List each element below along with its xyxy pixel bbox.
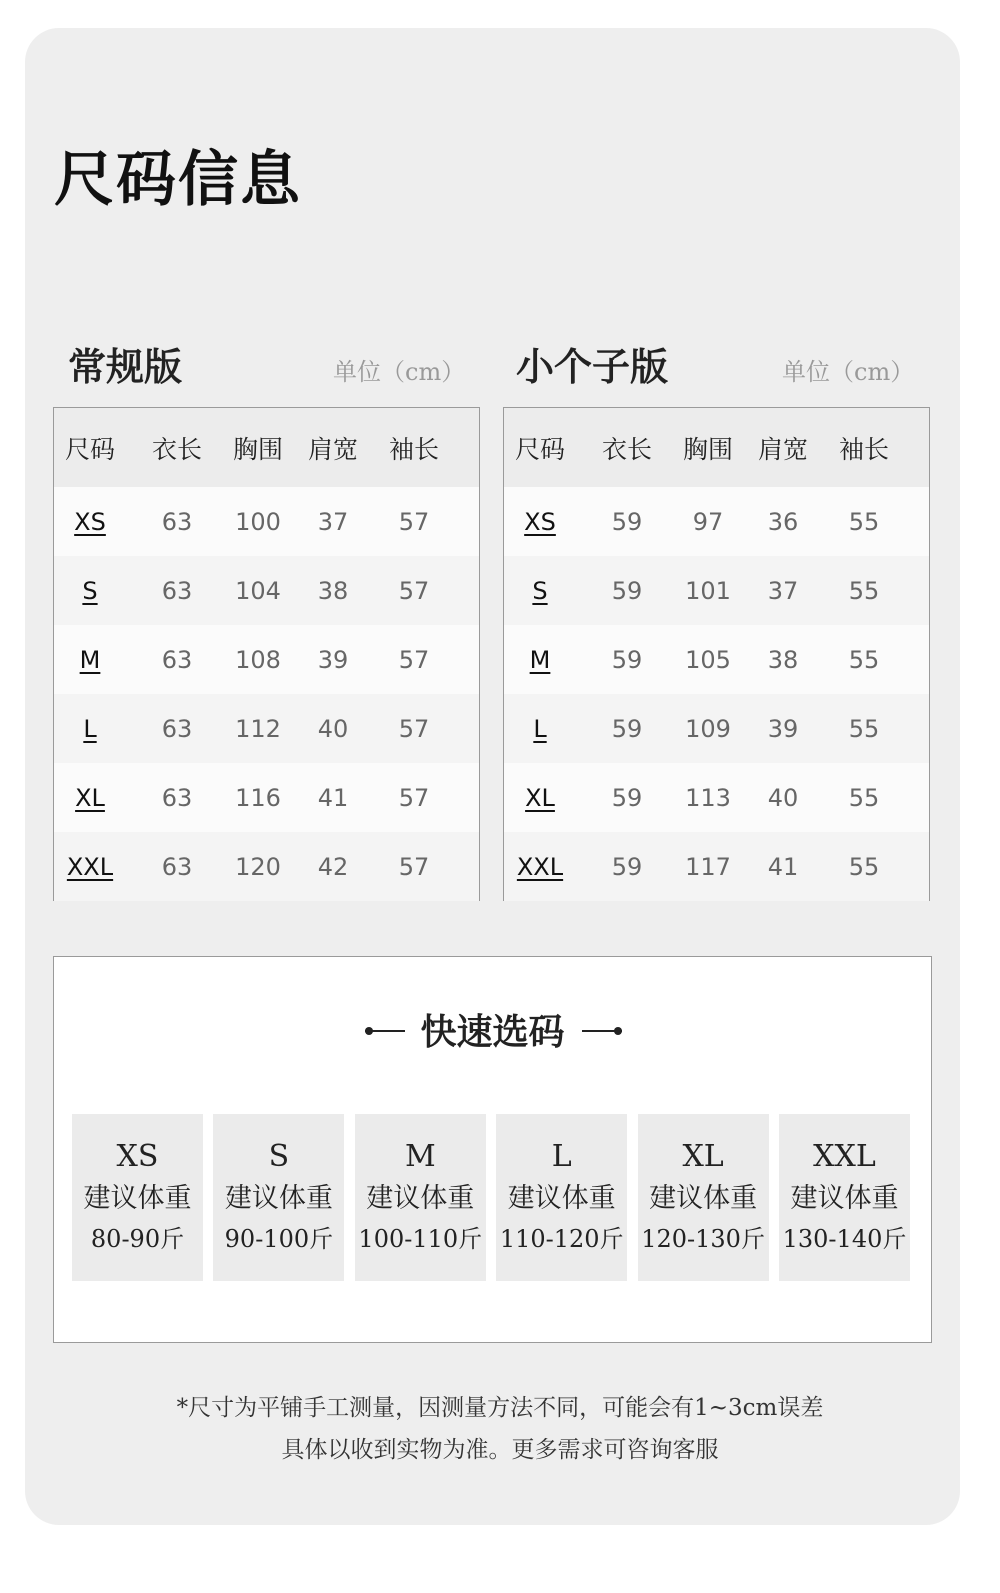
quick-size-label: L — [551, 1139, 572, 1174]
table-cell: 39 — [767, 714, 799, 743]
header-cell: 袖长 — [838, 434, 889, 464]
table-cell: 42 — [317, 852, 349, 881]
quick-size-label: S — [268, 1139, 290, 1174]
size-link[interactable]: S — [82, 576, 98, 605]
table-cell: 36 — [767, 507, 799, 536]
table-cell: 108 — [235, 645, 281, 674]
size-link[interactable]: XL — [75, 783, 105, 812]
table-cell: 57 — [398, 783, 430, 812]
header-cell: 胸围 — [232, 434, 283, 464]
quick-weight-range: 130-140斤 — [782, 1225, 907, 1253]
table-row — [504, 763, 929, 832]
quick-size-option[interactable] — [638, 1114, 769, 1281]
table-cell: 112 — [235, 714, 281, 743]
table-cell: 63 — [161, 852, 193, 881]
quick-weight-range: 100-110斤 — [358, 1225, 483, 1253]
table-row — [54, 832, 479, 901]
table-row — [504, 487, 929, 556]
size-link[interactable]: M — [529, 645, 551, 674]
table-row — [504, 556, 929, 625]
table-cell: 59 — [611, 576, 643, 605]
table-cell: 63 — [161, 576, 193, 605]
header-cell: 袖长 — [388, 434, 439, 464]
header-cell: 肩宽 — [307, 434, 358, 464]
regular-title: 常规版 — [68, 344, 183, 389]
quick-size-panel — [53, 956, 932, 1343]
size-link[interactable]: XS — [524, 507, 556, 536]
table-row — [504, 625, 929, 694]
table-cell: 100 — [235, 507, 281, 536]
header-cell: 尺码 — [514, 434, 565, 464]
quick-size-label: XL — [682, 1139, 724, 1174]
header-cell: 衣长 — [601, 434, 652, 464]
size-link[interactable]: XS — [74, 507, 106, 536]
table-cell: 55 — [848, 852, 880, 881]
table-cell: 57 — [398, 714, 430, 743]
quick-weight-label: 建议体重 — [507, 1183, 616, 1214]
table-cell: 57 — [398, 507, 430, 536]
table-cell: 39 — [317, 645, 349, 674]
table-cell: 120 — [235, 852, 281, 881]
table-cell: 117 — [685, 852, 731, 881]
header-cell: 肩宽 — [757, 434, 808, 464]
table-cell: 63 — [161, 645, 193, 674]
size-link[interactable]: XXL — [66, 852, 114, 881]
table-cell: 37 — [317, 507, 349, 536]
quick-weight-label: 建议体重 — [83, 1183, 192, 1214]
table-cell: 63 — [161, 714, 193, 743]
note-line-1: *尺寸为平铺手工测量，因测量方法不同，可能会有1~3cm误差 — [176, 1395, 824, 1421]
table-cell: 38 — [767, 645, 799, 674]
petite-title: 小个子版 — [516, 344, 669, 389]
quick-weight-label: 建议体重 — [224, 1183, 333, 1214]
table-cell: 59 — [611, 714, 643, 743]
table-cell: 63 — [161, 783, 193, 812]
table-row — [504, 694, 929, 763]
quick-weight-range: 90-100斤 — [224, 1225, 334, 1253]
quick-size-option[interactable] — [496, 1114, 627, 1281]
regular-size-table — [53, 407, 480, 901]
table-cell: 41 — [317, 783, 349, 812]
table-cell: 55 — [848, 714, 880, 743]
table-row — [54, 556, 479, 625]
table-cell: 41 — [767, 852, 799, 881]
quick-size-label: M — [404, 1139, 436, 1174]
quick-size-option[interactable] — [213, 1114, 344, 1281]
table-cell: 109 — [685, 714, 731, 743]
table-cell: 40 — [317, 714, 349, 743]
size-link[interactable]: XXL — [516, 852, 564, 881]
quick-size-label: XS — [116, 1139, 159, 1174]
table-cell: 104 — [235, 576, 281, 605]
table-cell: 55 — [848, 576, 880, 605]
table-row — [54, 763, 479, 832]
table-cell: 63 — [161, 507, 193, 536]
quick-weight-range: 110-120斤 — [499, 1225, 624, 1253]
quick-size-label: XXL — [813, 1139, 876, 1174]
note-line-2: 具体以收到实物为准。更多需求可咨询客服 — [281, 1437, 719, 1463]
quick-size-option[interactable] — [72, 1114, 203, 1281]
table-row — [54, 694, 479, 763]
petite-unit: 单位（cm） — [782, 358, 915, 386]
quick-weight-range: 80-90斤 — [90, 1225, 185, 1253]
table-cell: 57 — [398, 645, 430, 674]
deco-dot-right — [614, 1027, 622, 1035]
table-cell: 55 — [848, 783, 880, 812]
size-link[interactable]: L — [83, 714, 97, 743]
table-cell: 59 — [611, 783, 643, 812]
table-cell: 59 — [611, 645, 643, 674]
table-cell: 59 — [611, 507, 643, 536]
table-row — [54, 625, 479, 694]
table-cell: 55 — [848, 645, 880, 674]
regular-unit: 单位（cm） — [333, 358, 466, 386]
header-cell: 衣长 — [151, 434, 202, 464]
table-cell: 113 — [685, 783, 731, 812]
quick-weight-label: 建议体重 — [790, 1183, 899, 1214]
size-link[interactable]: XL — [525, 783, 555, 812]
table-cell: 38 — [317, 576, 349, 605]
size-link[interactable]: L — [533, 714, 547, 743]
quick-size-option[interactable] — [355, 1114, 486, 1281]
table-cell: 40 — [767, 783, 799, 812]
quick-weight-label: 建议体重 — [649, 1183, 758, 1214]
table-row — [54, 487, 479, 556]
quick-title: 快速选码 — [420, 1011, 565, 1053]
table-cell: 105 — [685, 645, 731, 674]
header-cell: 尺码 — [64, 434, 115, 464]
table-header — [504, 408, 929, 487]
quick-size-option[interactable] — [779, 1114, 910, 1281]
table-header — [54, 408, 479, 487]
quick-weight-range: 120-130斤 — [641, 1225, 765, 1253]
table-cell: 57 — [398, 576, 430, 605]
petite-size-table — [503, 407, 930, 901]
table-cell: 116 — [235, 783, 281, 812]
table-cell: 59 — [611, 852, 643, 881]
table-cell: 101 — [685, 576, 731, 605]
page-title: 尺码信息 — [54, 145, 302, 215]
header-cell: 胸围 — [682, 434, 733, 464]
size-link[interactable]: S — [532, 576, 548, 605]
table-cell: 37 — [767, 576, 799, 605]
size-link[interactable]: M — [79, 645, 101, 674]
table-cell: 57 — [398, 852, 430, 881]
table-cell: 97 — [692, 507, 724, 536]
quick-weight-label: 建议体重 — [366, 1183, 475, 1214]
table-cell: 55 — [848, 507, 880, 536]
table-row — [504, 832, 929, 901]
